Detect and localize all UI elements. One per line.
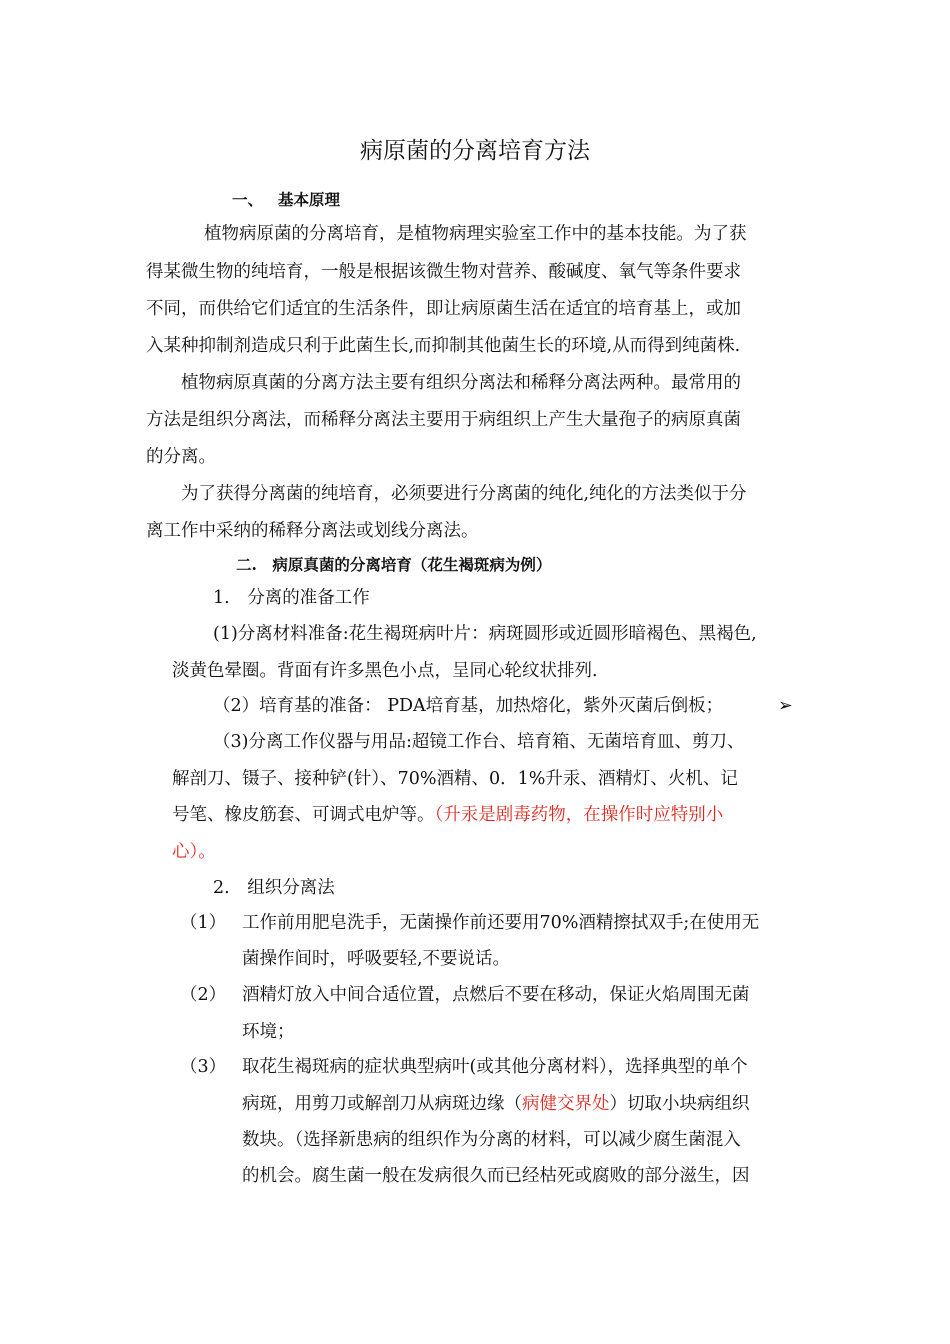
text-line: 得某微生物的纯培育，一般是根据该微生物对营养、酸碱度、氧气等条件要求 bbox=[146, 262, 741, 282]
text-line: 不同，而供给它们适宜的生活条件，即让病原菌生活在适宜的培育基上，或加 bbox=[146, 299, 741, 319]
text-line: （2）培育基的准备： PDA培育基，加热熔化，紫外灭菌后倒板； bbox=[213, 696, 724, 716]
text-line: （3)分离工作仪器与用品:超镜工作台、培育箱、无菌培育皿、剪刀、 bbox=[213, 732, 745, 752]
subsection-1-heading: 1. 分离的准备工作 bbox=[213, 588, 370, 608]
arrow-bullet-icon: ➢ bbox=[778, 696, 793, 716]
text-line: 入某种抑制剂造成只利于此菌生长,而抑制其他菌生长的环境,从而得到纯菌株. bbox=[146, 336, 741, 356]
text-line-with-highlight bbox=[242, 1092, 750, 1116]
highlight-text: 病健交界处 bbox=[522, 1094, 610, 1114]
text-line: 菌操作间时，呼吸要轻,不要说话。 bbox=[242, 949, 511, 969]
text-line: 的机会。腐生菌一般在发病很久而已经枯死或腐败的部分滋生，因 bbox=[242, 1166, 750, 1186]
text-span: 号笔、橡皮筋套、可调式电炉等。 bbox=[172, 805, 435, 825]
text-line: 酒精灯放入中间合适位置，点燃后不要在移动，保证火焰周围无菌 bbox=[242, 985, 750, 1005]
text-line: 方法是组织分离法，而稀释分离法主要用于病组织上产生大量孢子的病原真菌 bbox=[146, 410, 741, 430]
text-line: 工作前用肥皂洗手，无菌操作前还要用70%酒精擦拭双手;在使用无 bbox=[242, 913, 760, 933]
subsection-2-heading: 2. 组织分离法 bbox=[213, 878, 335, 898]
step-number: （3） bbox=[180, 1057, 227, 1077]
text-line: 取花生褐斑病的症状典型病叶(或其他分离材料），选择典型的单个 bbox=[242, 1057, 748, 1077]
text-line: 植物病原真菌的分离方法主要有组织分离法和稀释分离法两种。最常用的 bbox=[181, 373, 741, 393]
text-span: 病斑，用剪刀或解剖刀从病斑边缘（ bbox=[242, 1094, 522, 1114]
text-span: ）切取小块病组织 bbox=[609, 1094, 750, 1114]
section-1-heading: 基本原理 bbox=[278, 190, 341, 209]
text-line: 数块。（选择新患病的组织作为分离的材料，可以减少腐生菌混入 bbox=[242, 1130, 741, 1150]
section-1-number: 一、 bbox=[232, 190, 264, 209]
text-line: 植物病原菌的分离培育，是植物病理实验室工作中的基本技能。为了获 bbox=[204, 224, 747, 244]
text-line-with-warning bbox=[172, 803, 723, 827]
step-number: （2） bbox=[180, 985, 227, 1005]
page-title: 病原菌的分离培育方法 bbox=[360, 138, 590, 164]
text-line: 淡黄色晕圈。背面有许多黑色小点，呈同心轮纹状排列. bbox=[172, 661, 598, 681]
warning-text: （升汞是剧毒药物，在操作时应特别小 bbox=[434, 805, 724, 825]
text-line: (1)分离材料准备:花生褐斑病叶片：病斑圆形或近圆形暗褐色、黑褐色, bbox=[213, 624, 757, 644]
section-2-heading: 二. 病原真菌的分离培育（花生褐斑病为例） bbox=[236, 555, 552, 574]
warning-text: 心）。 bbox=[172, 842, 216, 862]
text-line: 离工作中采纳的稀释分离法或划线分离法。 bbox=[146, 521, 479, 541]
text-line: 环境； bbox=[242, 1022, 295, 1042]
text-line: 解剖刀、镊子、接种铲(针）、70%酒精、0．1%升汞、酒精灯、火机、记 bbox=[172, 769, 738, 789]
text-line: 为了获得分离菌的纯培育，必须要进行分离菌的纯化,纯化的方法类似于分 bbox=[181, 484, 747, 504]
text-line: 的分离。 bbox=[146, 447, 216, 467]
step-number: （1） bbox=[180, 913, 227, 933]
